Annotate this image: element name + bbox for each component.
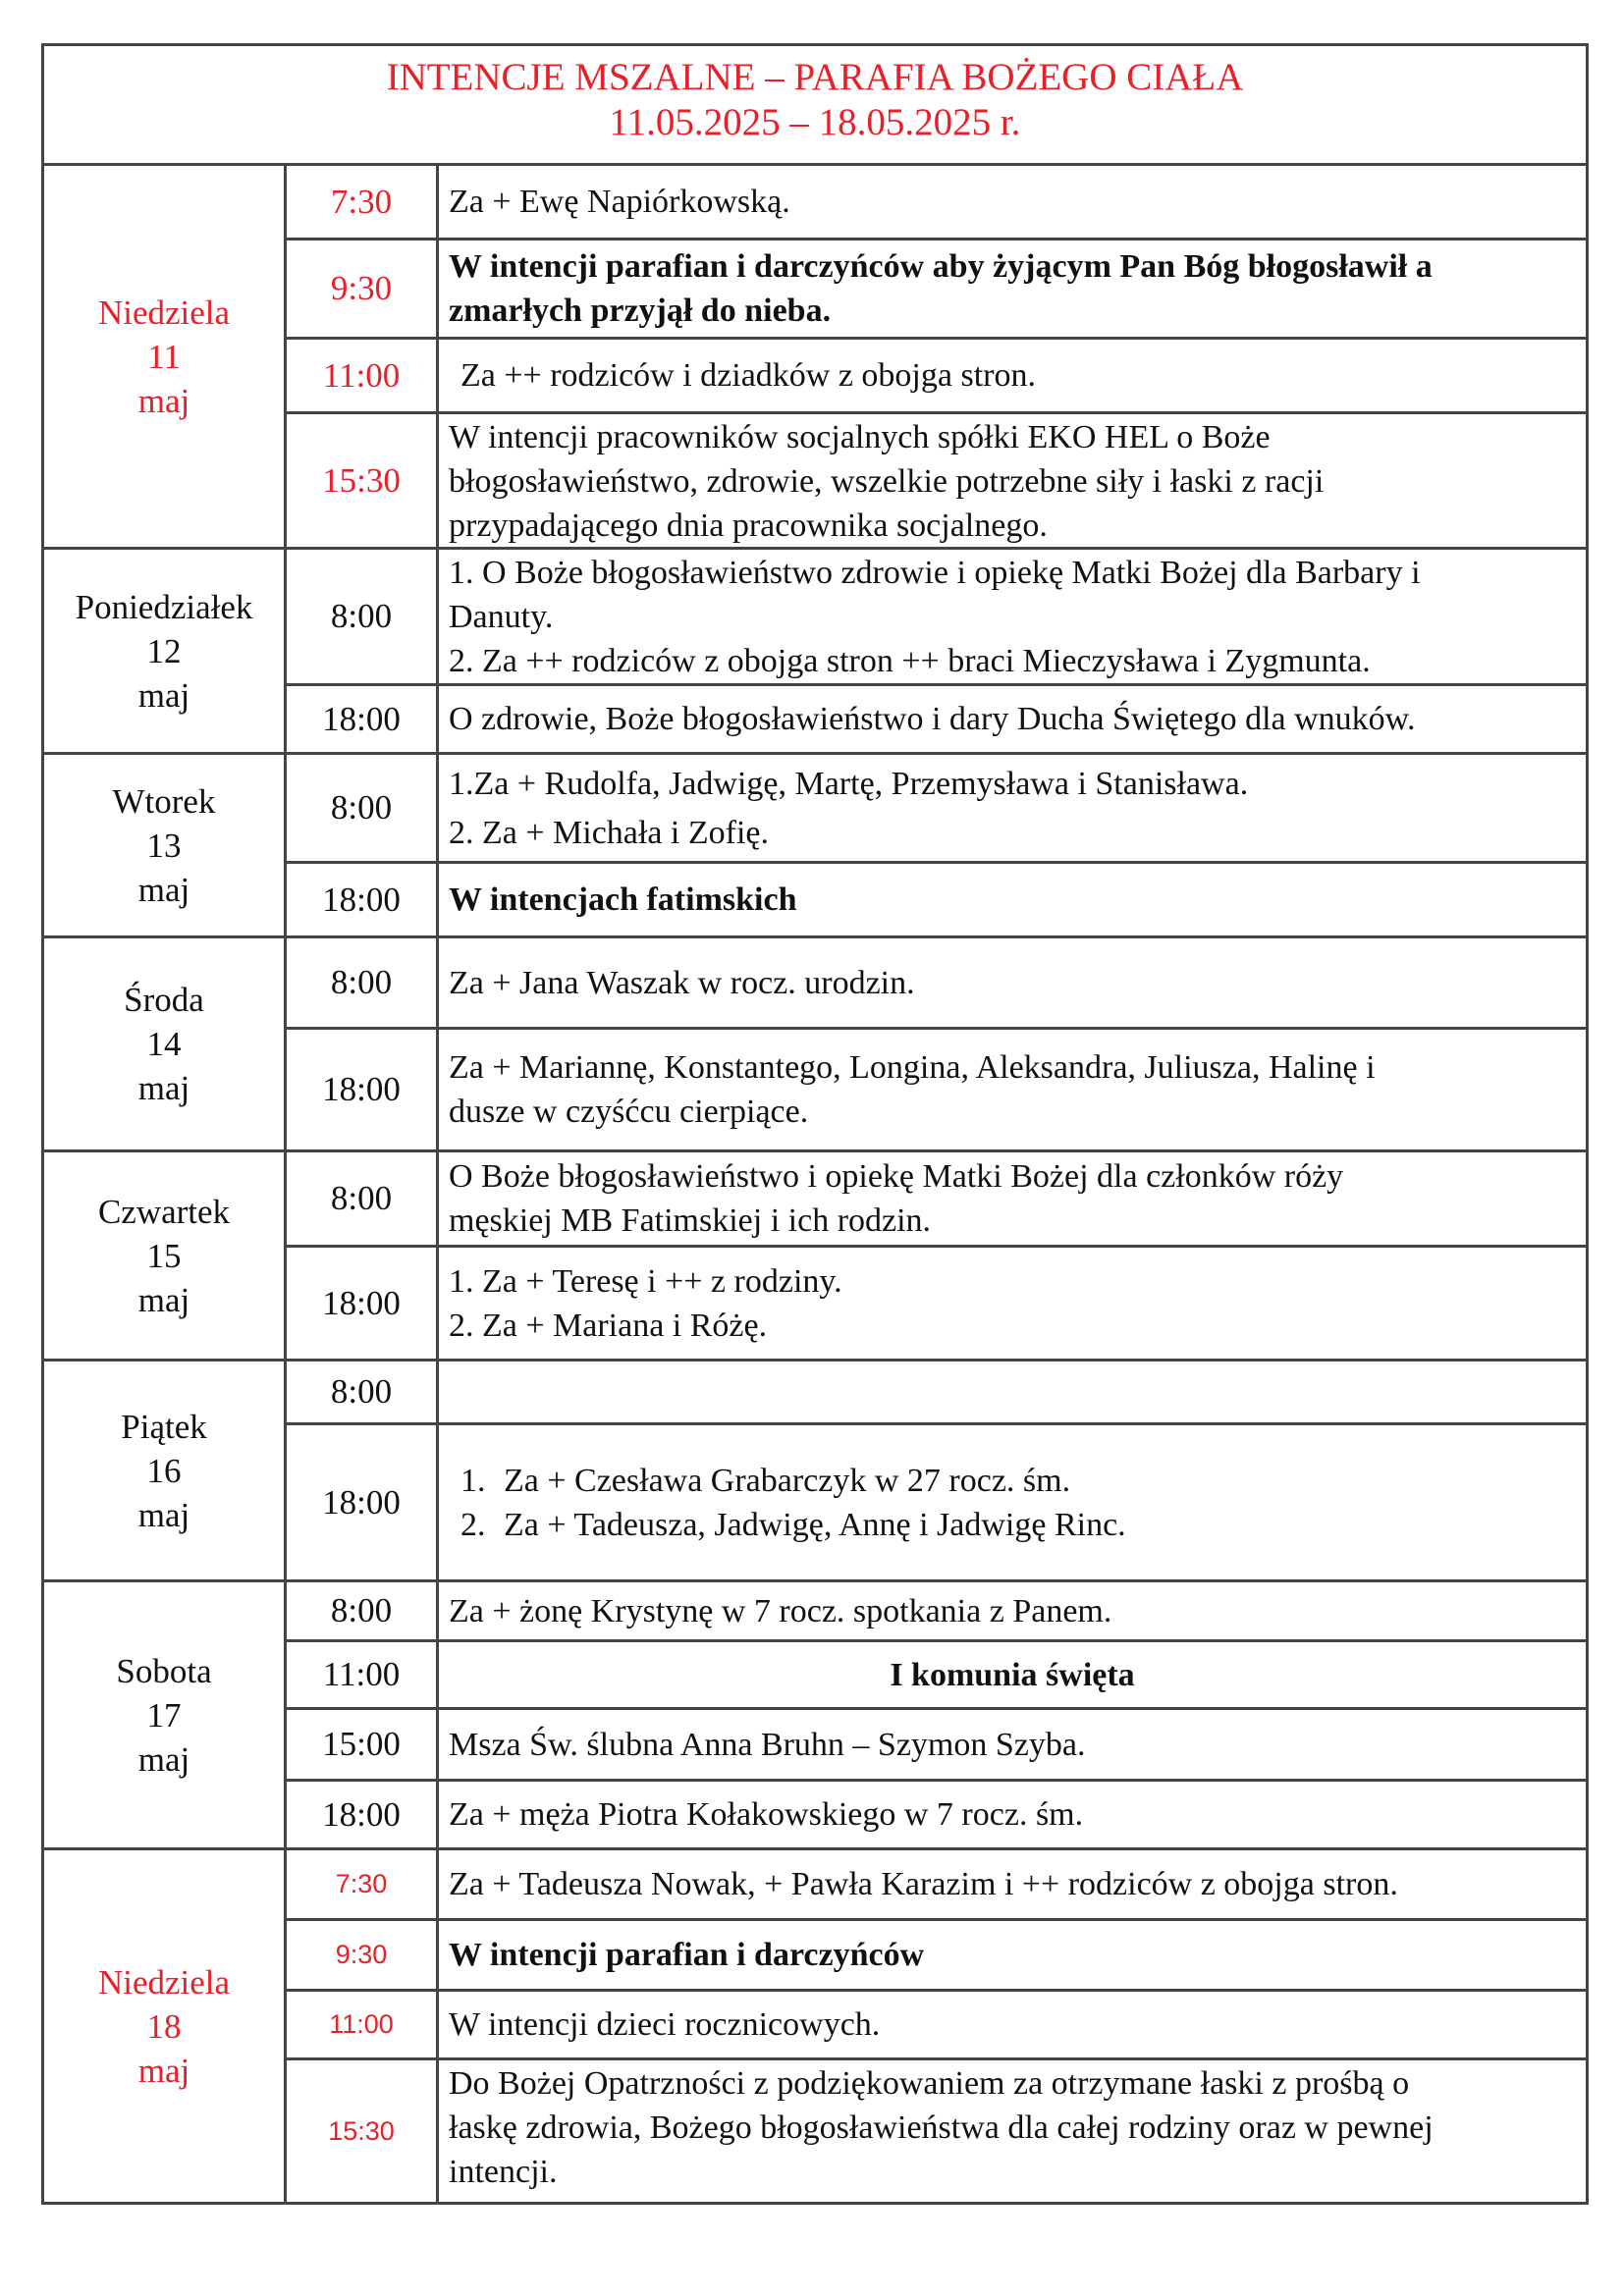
day-name: Środa <box>124 981 204 1019</box>
mass-time: 8:00 <box>284 547 439 686</box>
day-name: Piątek <box>121 1407 207 1446</box>
mass-intention: Za + Mariannę, Konstantego, Longina, Aleksandra, Juliusza, Halinę i dusze w czyśćcu cierpiące. <box>436 1027 1589 1152</box>
mass-time: 7:30 <box>284 1847 439 1921</box>
mass-time: 18:00 <box>284 1027 439 1152</box>
day-month: maj <box>137 1069 190 1107</box>
mass-intention: W intencji parafian i darczyńców <box>436 1918 1589 1992</box>
day-number: 11 <box>147 337 181 376</box>
header <box>44 46 1586 162</box>
day-number: 14 <box>146 1025 182 1063</box>
mass-time: 18:00 <box>284 1245 439 1362</box>
mass-intention: I komunia święta <box>436 1639 1589 1710</box>
day-cell-saturday-17 <box>41 1579 287 1850</box>
day-month: maj <box>137 1495 190 1534</box>
day-name: Wtorek <box>112 781 216 821</box>
mass-intention: W intencji pracowników socjalnych spółki EKO HEL o Boże błogosławieństwo, zdrowie, wszelkie potrzebne siły i łaski z racji przypadającego dnia pracownika socjalnego. <box>436 411 1589 550</box>
mass-intention: 1. O Boże błogosławieństwo zdrowie i opiekę Matki Bożej dla Barbary i Danuty. 2. Za ++ rodziców z obojga stron ++ braci Mieczysława i Zygmunta. <box>436 547 1589 686</box>
mass-time: 7:30 <box>284 163 439 240</box>
day-cell-thursday-15 <box>41 1149 287 1362</box>
mass-time: 18:00 <box>284 683 439 755</box>
day-name: Niedziela <box>97 1962 231 2002</box>
mass-time: 15:30 <box>284 2057 439 2205</box>
day-name: Czwartek <box>97 1192 231 1231</box>
day-name: Niedziela <box>97 293 231 332</box>
day-number: 13 <box>146 826 182 865</box>
mass-intention <box>436 1422 1589 1582</box>
mass-time: 11:00 <box>284 1639 439 1710</box>
day-cell-friday-16 <box>41 1359 287 1582</box>
mass-intention: Za + żonę Krystynę w 7 rocz. spotkania z Panem. <box>436 1579 1589 1642</box>
mass-time: 8:00 <box>284 1579 439 1642</box>
mass-intention: Za + Tadeusza Nowak, + Pawła Karazim i ++ rodziców z obojga stron. <box>436 1847 1589 1921</box>
mass-time: 8:00 <box>284 1359 439 1425</box>
day-number: 18 <box>146 2006 182 2046</box>
mass-intention: Do Bożej Opatrzności z podziękowaniem za otrzymane łaski z prośbą o łaskę zdrowia, Bożego błogosławieństwa dla całej rodziny oraz w pewnej intencji. <box>436 2057 1589 2205</box>
day-number: 17 <box>146 1695 182 1735</box>
mass-time: 18:00 <box>284 1779 439 1850</box>
day-month: maj <box>137 2051 190 2090</box>
date-range: 11.05.2025 – 18.05.2025 r. <box>609 101 1021 143</box>
day-cell-wednesday-14 <box>41 935 287 1152</box>
day-month: maj <box>137 1739 190 1779</box>
mass-intention: 1.Za + Rudolfa, Jadwigę, Martę, Przemysława i Stanisława. 2. Za + Michała i Zofię. <box>436 752 1589 864</box>
day-month: maj <box>137 870 190 909</box>
mass-intention: W intencjach fatimskich <box>436 861 1589 938</box>
mass-time: 8:00 <box>284 935 439 1030</box>
day-name: Sobota <box>116 1651 212 1690</box>
day-month: maj <box>137 1280 190 1319</box>
mass-intention: Za + Ewę Napiórkowską. <box>436 163 1589 240</box>
mass-intention-empty <box>436 1359 1589 1425</box>
mass-time: 18:00 <box>284 861 439 938</box>
mass-time: 15:00 <box>284 1707 439 1782</box>
mass-intention: W intencji dzieci rocznicowych. <box>436 1989 1589 2060</box>
numbered-item: 2. Za + Tadeusza, Jadwigę, Annę i Jadwigę Rinc. <box>460 1506 1126 1543</box>
mass-intention: 1. Za + Teresę i ++ z rodziny. 2. Za + Mariana i Różę. <box>436 1245 1589 1362</box>
mass-time: 9:30 <box>284 238 439 340</box>
day-cell-tuesday-13 <box>41 752 287 938</box>
mass-time: 18:00 <box>284 1422 439 1582</box>
mass-intention: Za ++ rodziców i dziadków z obojga stron. <box>436 337 1589 414</box>
mass-time: 11:00 <box>284 337 439 414</box>
mass-time: 8:00 <box>284 752 439 864</box>
mass-time: 9:30 <box>284 1918 439 1992</box>
mass-intention: Za + Jana Waszak w rocz. urodzin. <box>436 935 1589 1030</box>
mass-intention: W intencji parafian i darczyńców aby żyjącym Pan Bóg błogosławił a zmarłych przyjął do nieba. <box>436 238 1589 340</box>
day-month: maj <box>137 675 190 715</box>
day-name: Poniedziałek <box>75 587 253 626</box>
day-cell-sunday-18 <box>41 1847 287 2205</box>
mass-time: 15:30 <box>284 411 439 550</box>
numbered-item: 1. Za + Czesława Grabarczyk w 27 rocz. śm. <box>460 1462 1071 1499</box>
mass-intention: O zdrowie, Boże błogosławieństwo i dary Ducha Świętego dla wnuków. <box>436 683 1589 755</box>
mass-intention: Msza Św. ślubna Anna Bruhn – Szymon Szyba. <box>436 1707 1589 1782</box>
day-number: 16 <box>146 1451 182 1490</box>
mass-intention: O Boże błogosławieństwo i opiekę Matki Bożej dla członków róży męskiej MB Fatimskiej i ich rodzin. <box>436 1149 1589 1248</box>
mass-intention: Za + męża Piotra Kołakowskiego w 7 rocz. śm. <box>436 1779 1589 1850</box>
day-number: 15 <box>146 1236 182 1275</box>
mass-time: 11:00 <box>284 1989 439 2060</box>
day-cell-sunday-11 <box>41 163 287 550</box>
page-title: INTENCJE MSZALNE – PARAFIA BOŻEGO CIAŁA <box>386 56 1244 98</box>
day-cell-monday-12 <box>41 547 287 755</box>
day-number: 12 <box>146 631 182 670</box>
mass-time: 8:00 <box>284 1149 439 1248</box>
day-month: maj <box>137 381 190 420</box>
